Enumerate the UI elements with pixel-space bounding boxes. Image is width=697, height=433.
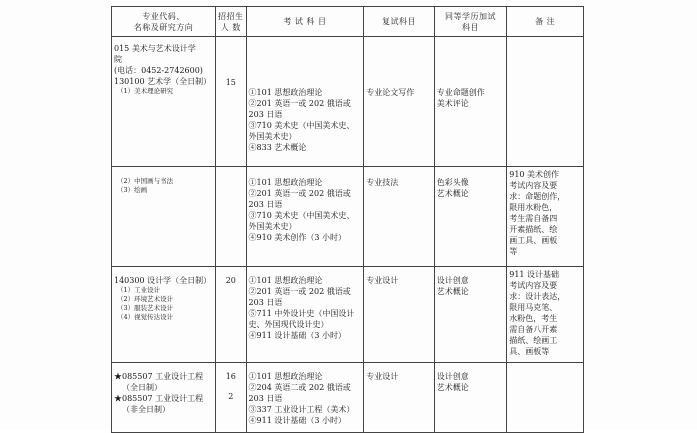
table-row xyxy=(112,37,584,167)
exam-cell: ①101 思想政治理论 ②201 英语一或 202 俄语或 203 日语 ⑤711 中外设计史（中国设计 史、外国现代设计史） ④911 设计基础（3 小时） xyxy=(246,267,364,363)
exam-cell: ①101 思想政治理论 ②204 英语二或 202 俄语或 203 日语 ③337 工业设计工程（美术） ④911 设计基础（3 小时） xyxy=(246,363,364,433)
header-major: 专业代码、 名称及研究方向 xyxy=(112,7,216,37)
note-cell: 910 美术创作 考试内容及要 求：命题创作， 限用水粉色， 考生需自备四 开素描纸、绘 画工具、画板 等 xyxy=(507,167,584,267)
count-cell xyxy=(216,167,246,267)
extra-cell: 色彩头像 艺术概论 xyxy=(434,167,507,267)
major-cell: 140300 设计学（全日制） （1）工业设计 （2）环境艺术设计 （3）服装艺术设计 （4）视觉传达设计 xyxy=(112,267,216,363)
header-extra: 同等学历加试 科目 xyxy=(434,7,507,37)
count-cell: 16 2 xyxy=(216,363,246,433)
header-row xyxy=(112,7,584,37)
retest-cell: 专业设计 xyxy=(364,267,434,363)
admissions-table xyxy=(111,6,584,433)
exam-cell: ①101 思想政治理论 ②201 英语一或 202 俄语或 203 日语 ③710 美术史（中国美术史、 外国美术史） ④910 美术创作（3 小时） xyxy=(246,167,364,267)
major-cell: ★085507 工业设计工程 （全日制） ★085507 工业设计工程 （非全日制） xyxy=(112,363,216,433)
header-retest: 复试科目 xyxy=(364,7,434,37)
note-cell: 911 设计基础 考试内容及要 求：设计表达， 限用马克笔、 水粉色，考生 需自备八开素 描纸、绘画工 具、画板等 xyxy=(507,267,584,363)
extra-cell: 设计创意 艺术概论 xyxy=(434,363,507,433)
retest-cell: 专业论文写作 xyxy=(364,37,434,167)
header-note: 备 注 xyxy=(507,7,584,37)
header-exam: 考 试 科 目 xyxy=(246,7,364,37)
count-cell: 20 xyxy=(216,267,246,363)
table-row xyxy=(112,363,584,433)
major-cell: 015 美术与艺术设计学 院 (电话：0452-2742600) 130100 艺术学（全日制） （1）美术理论研究 xyxy=(112,37,216,167)
exam-cell: ①101 思想政治理论 ②201 英语一或 202 俄语或 203 日语 ③710 美术史（中国美术史、 外国美术史） ④833 艺术概论 xyxy=(246,37,364,167)
note-cell xyxy=(507,37,584,167)
retest-cell: 专业技法 xyxy=(364,167,434,267)
table-row xyxy=(112,267,584,363)
count-cell: 15 xyxy=(216,37,246,167)
major-cell: （2）中国画与书法 （3）绘画 xyxy=(112,167,216,267)
table-row xyxy=(112,167,584,267)
note-cell xyxy=(507,363,584,433)
extra-cell: 设计创意 艺术概论 xyxy=(434,267,507,363)
extra-cell: 专业命题创作 美术评论 xyxy=(434,37,507,167)
header-count: 招招生 人 数 xyxy=(216,7,246,37)
retest-cell: 专业设计 xyxy=(364,363,434,433)
